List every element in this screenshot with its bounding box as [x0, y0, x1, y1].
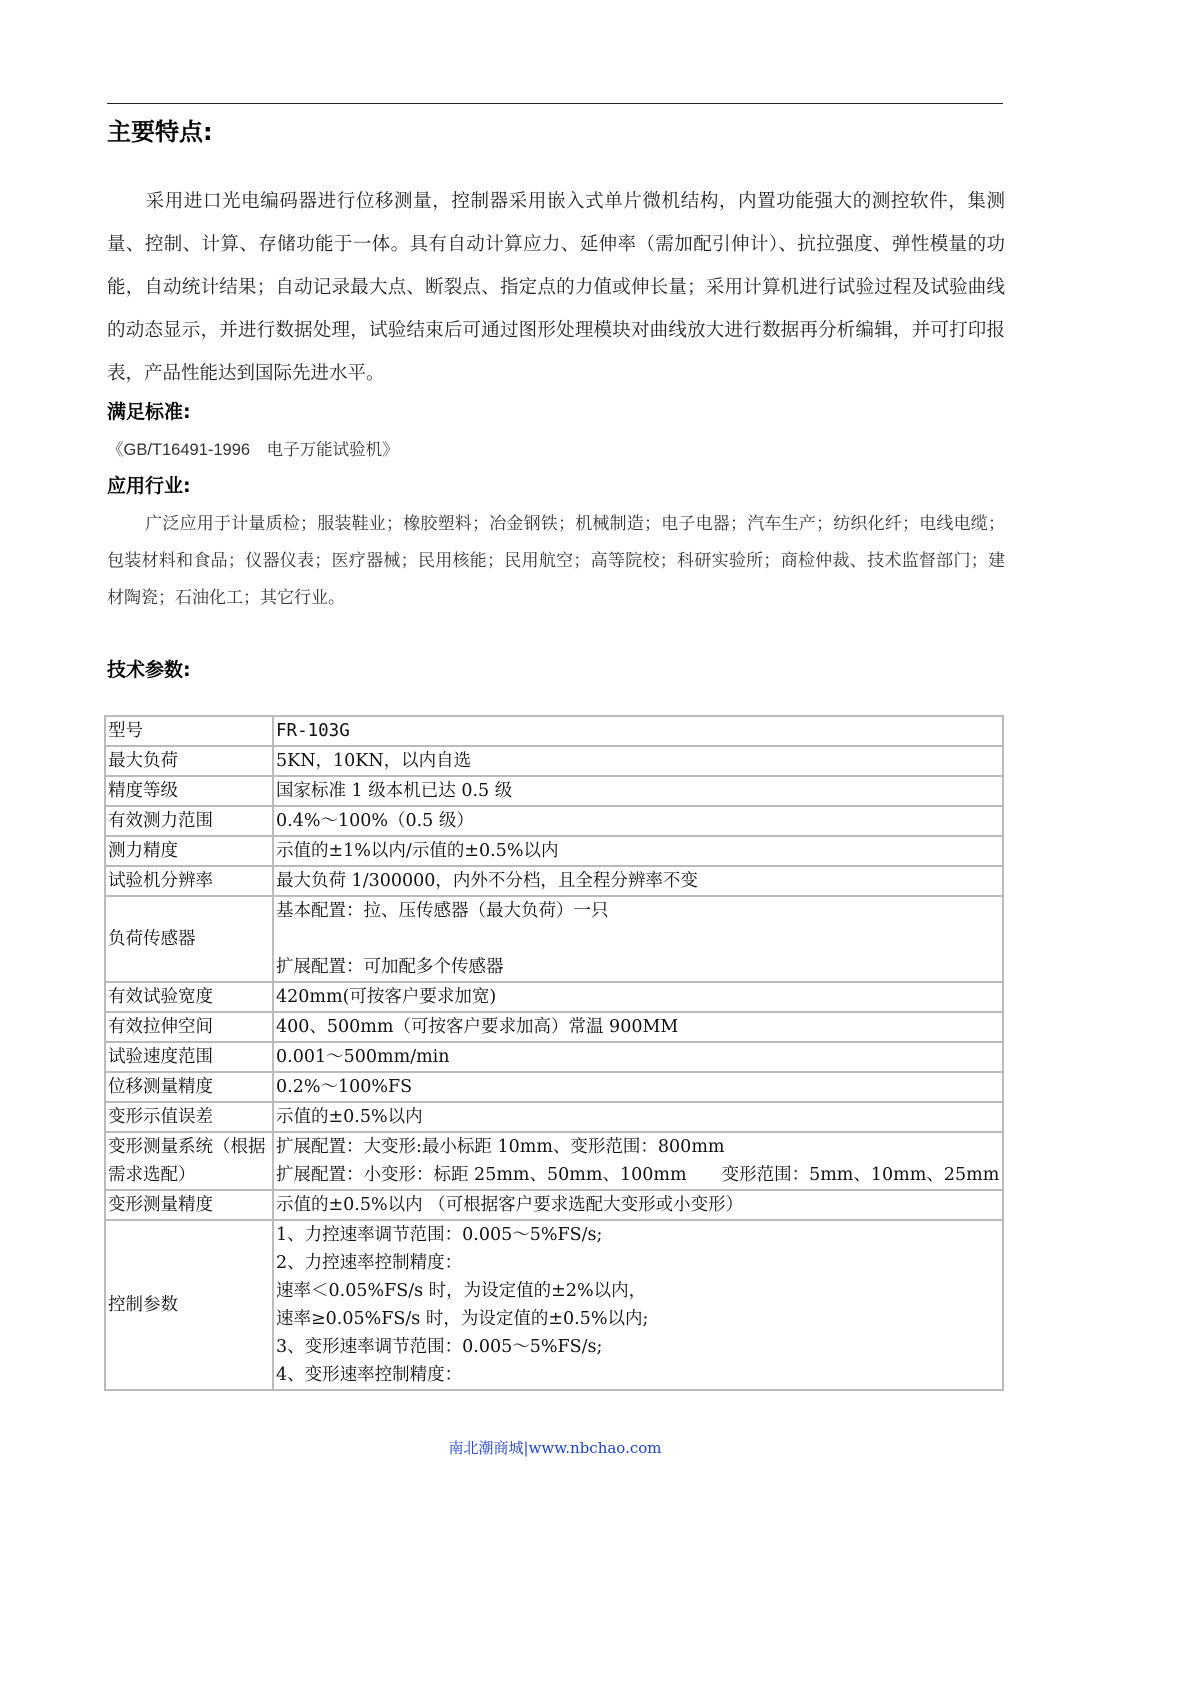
param-value [273, 836, 1003, 866]
param-value [273, 1072, 1003, 1102]
param-value-line: 示值的±0.5%以内 （可根据客户要求选配大变形或小变形） [276, 1195, 744, 1215]
param-name: 最大负荷 [105, 746, 273, 776]
param-name: 有效拉伸空间 [105, 1012, 273, 1042]
param-value [273, 1190, 1003, 1220]
table-row [105, 866, 1003, 896]
param-value-line [276, 925, 1000, 953]
param-value-line: 3、变形速率调节范围：0.005～5%FS/s; [276, 1337, 603, 1357]
param-value-line: 400、500mm（可按客户要求加高）常温 900MM [276, 1017, 679, 1037]
param-value-line: 0.4%～100%（0.5 级） [276, 811, 474, 831]
table-row [105, 1220, 1003, 1390]
param-name: 负荷传感器 [105, 896, 273, 982]
param-value-line: 速率＜0.05%FS/s 时，为设定值的±2%以内， [276, 1281, 647, 1301]
param-name: 有效试验宽度 [105, 982, 273, 1012]
table-row [105, 806, 1003, 836]
table-row [105, 1132, 1003, 1190]
param-value-line: 4、变形速率控制精度： [276, 1365, 463, 1385]
param-value [273, 896, 1003, 982]
param-name: 变形测量系统（根据需求选配） [105, 1132, 273, 1190]
param-name: 试验机分辨率 [105, 866, 273, 896]
top-rule [107, 103, 1003, 104]
table-row [105, 1012, 1003, 1042]
param-name: 位移测量精度 [105, 1072, 273, 1102]
footer-link[interactable]: 南北潮商城|www.nbchao.com [448, 1439, 662, 1457]
param-value-line: 示值的±1%以内/示值的±0.5%以内 [276, 841, 559, 861]
param-value [273, 1042, 1003, 1072]
param-value-line: 速率≥0.05%FS/s 时，为设定值的±0.5%以内; [276, 1309, 649, 1329]
param-value [273, 1132, 1003, 1190]
param-value-line: 示值的±0.5%以内 [276, 1107, 423, 1127]
param-value [273, 866, 1003, 896]
param-value-line: 0.2%～100%FS [276, 1077, 413, 1097]
param-value-line: 最大负荷 1/300000，内外不分档，且全程分辨率不变 [276, 871, 698, 891]
param-value-line: 2、力控速率控制精度： [276, 1253, 463, 1273]
param-name: 控制参数 [105, 1220, 273, 1390]
param-value-line: 基本配置：拉、压传感器（最大负荷）一只 [276, 901, 609, 921]
table-row [105, 776, 1003, 806]
standards-text: 《GB/T16491-1996 电子万能试验机》 [107, 441, 399, 459]
param-value-line: FR-103G [276, 721, 350, 741]
param-value [273, 1220, 1003, 1390]
param-value-line: 扩展配置：大变形:最小标距 10mm、变形范围：800mm [276, 1137, 725, 1157]
table-row [105, 1072, 1003, 1102]
param-value [273, 1012, 1003, 1042]
param-value-line: 5KN，10KN，以内自选 [276, 751, 472, 771]
param-value-line: 420mm(可按客户要求加宽) [276, 987, 497, 1007]
table-row [105, 746, 1003, 776]
param-value-line: 1、力控速率调节范围：0.005～5%FS/s; [276, 1225, 603, 1245]
industries-heading: 应用行业: [107, 475, 191, 497]
params-table [104, 715, 1004, 1391]
param-value [273, 746, 1003, 776]
param-name: 试验速度范围 [105, 1042, 273, 1072]
param-value [273, 1102, 1003, 1132]
param-value [273, 716, 1003, 746]
param-value [273, 982, 1003, 1012]
table-row [105, 1190, 1003, 1220]
features-paragraph [107, 180, 1005, 395]
table-row [105, 896, 1003, 982]
param-value [273, 806, 1003, 836]
param-value-line: 扩展配置：小变形：标距 25mm、50mm、100mm 变形范围：5mm、10mm、25mm [276, 1165, 1000, 1185]
param-name: 变形测量精度 [105, 1190, 273, 1220]
params-heading: 技术参数: [107, 659, 191, 681]
param-name: 变形示值误差 [105, 1102, 273, 1132]
param-value-line: 国家标准 1 级本机已达 0.5 级 [276, 781, 513, 801]
param-name: 有效测力范围 [105, 806, 273, 836]
industries-paragraph [107, 506, 1005, 617]
standards-heading: 满足标准: [107, 401, 191, 423]
features-heading: 主要特点: [107, 118, 213, 146]
table-row [105, 1102, 1003, 1132]
param-name: 型号 [105, 716, 273, 746]
features-text: 采用进口光电编码器进行位移测量，控制器采用嵌入式单片微机结构，内置功能强大的测控软件，集测量、控制、计算、存储功能于一体。具有自动计算应力、延伸率（需加配引伸计）、抗拉强度、弹性模量的功能，自动统计结果；自动记录最大点、断裂点、指定点的力值或伸长量；采用计算机进行试验过程及试验曲线的动态显示，并进行数据处理，试验结束后可通过图形处理模块对曲线放大进行数据再分析编辑，并可打印报表，产品性能达到国际先进水平。 [107, 191, 1005, 384]
param-value-line: 扩展配置：可加配多个传感器 [276, 957, 504, 977]
industries-text: 广泛应用于计量质检；服装鞋业；橡胶塑料；冶金钢铁；机械制造；电子电器；汽车生产；纺织化纤；电线电缆；包装材料和食品；仪器仪表；医疗器械；民用核能；民用航空；高等院校；科研实验所；商检仲裁、技术监督部门；建材陶瓷；石油化工；其它行业。 [107, 514, 1005, 608]
param-name: 精度等级 [105, 776, 273, 806]
table-row [105, 836, 1003, 866]
param-name: 测力精度 [105, 836, 273, 866]
param-value [273, 776, 1003, 806]
table-row [105, 1042, 1003, 1072]
param-value-line: 0.001～500mm/min [276, 1047, 450, 1067]
table-row [105, 716, 1003, 746]
table-row [105, 982, 1003, 1012]
